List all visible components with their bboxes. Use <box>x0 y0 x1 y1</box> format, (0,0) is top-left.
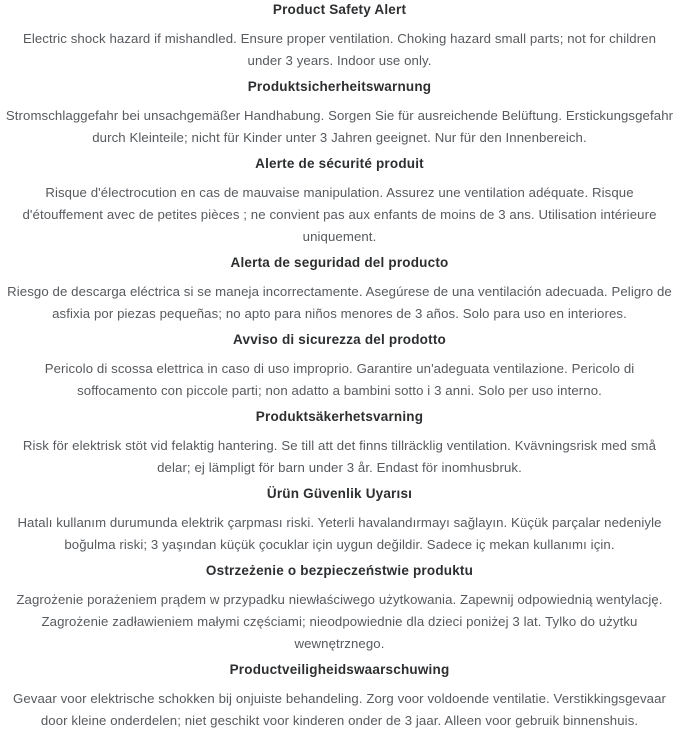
safety-section-dutch <box>5 662 674 732</box>
section-heading-polish: Ostrzeżenie o bezpieczeństwie produktu <box>205 563 474 578</box>
section-body-spanish: Riesgo de descarga eléctrica si se maneja incorrectamente. Asegúrese de una ventilación adecuada. Peligro de asfixia por piezas pequeñas; no apto para niños menores de 3 años. Solo para uso en interiores. <box>7 284 672 321</box>
section-body-dutch: Gevaar voor elektrische schokken bij onjuiste behandeling. Zorg voor voldoende ventilatie. Verstikkingsgevaar door kleine onderdelen; niet geschikt voor kinderen onder de 3 jaar. Alleen voor gebruik binnenshuis. <box>12 691 667 728</box>
section-body-swedish: Risk för elektrisk stöt vid felaktig hantering. Se till att det finns tillräcklig ventilation. Kvävningsrisk med små delar; ej lämpligt för barn under 3 år. Endast för inomhusbruk. <box>22 438 657 475</box>
safety-section-polish <box>5 563 674 655</box>
section-body-english: Electric shock hazard if mishandled. Ensure proper ventilation. Choking hazard small parts; not for children under 3 years. Indoor use only. <box>22 31 657 68</box>
section-body-polish: Zagrożenie porażeniem prądem w przypadku niewłaściwego użytkowania. Zapewnij odpowiednią wentylację. Zagrożenie zadławieniem małymi częściami; nieodpowiednie dla dzieci poniżej 3 lat. Tylko do użytku wewnętrznego. <box>16 592 663 651</box>
section-heading-turkish: Ürün Güvenlik Uyarısı <box>266 486 413 501</box>
section-body-german: Stromschlaggefahr bei unsachgemäßer Handhabung. Sorgen Sie für ausreichende Belüftung. Erstickungsgefahr durch Kleinteile; nicht für Kinder unter 3 Jahren geeignet. Nur für den Innenbereich. <box>5 108 674 145</box>
safety-section-english <box>5 2 674 72</box>
safety-section-german <box>5 79 674 149</box>
safety-section-spanish <box>5 255 674 325</box>
safety-section-swedish <box>5 409 674 479</box>
section-heading-french: Alerte de sécurité produit <box>255 156 424 171</box>
section-heading-english: Product Safety Alert <box>272 2 407 17</box>
section-heading-italian: Avviso di sicurezza del prodotto <box>233 332 446 347</box>
safety-section-italian <box>5 332 674 402</box>
section-heading-swedish: Produktsäkerhetsvarning <box>255 409 424 424</box>
section-heading-german: Produktsicherheitswarnung <box>247 79 432 94</box>
safety-section-french <box>5 156 674 248</box>
section-heading-spanish: Alerta de seguridad del producto <box>230 255 449 270</box>
section-heading-dutch: Productveiligheidswaarschuwing <box>229 662 450 677</box>
section-body-italian: Pericolo di scossa elettrica in caso di uso improprio. Garantire un'adeguata ventilazione. Pericolo di soffocamento con piccole parti; non adatto a bambini sotto i 3 anni. Solo per uso interno. <box>44 361 635 398</box>
section-body-french: Risque d'électrocution en cas de mauvaise manipulation. Assurez une ventilation adéquate. Risque d'étouffement avec de petites pièces ; ne convient pas aux enfants de moins de 3 ans. Utilisation intérieure uniquement. <box>22 185 657 244</box>
safety-section-turkish <box>5 486 674 556</box>
section-body-turkish: Hatalı kullanım durumunda elektrik çarpması riski. Yeterli havalandırmayı sağlayın. Küçük parçalar nedeniyle boğulma riski; 3 yaşından küçük çocuklar için uygun değildir. Sadece iç mekan kullanımı için. <box>17 515 662 552</box>
